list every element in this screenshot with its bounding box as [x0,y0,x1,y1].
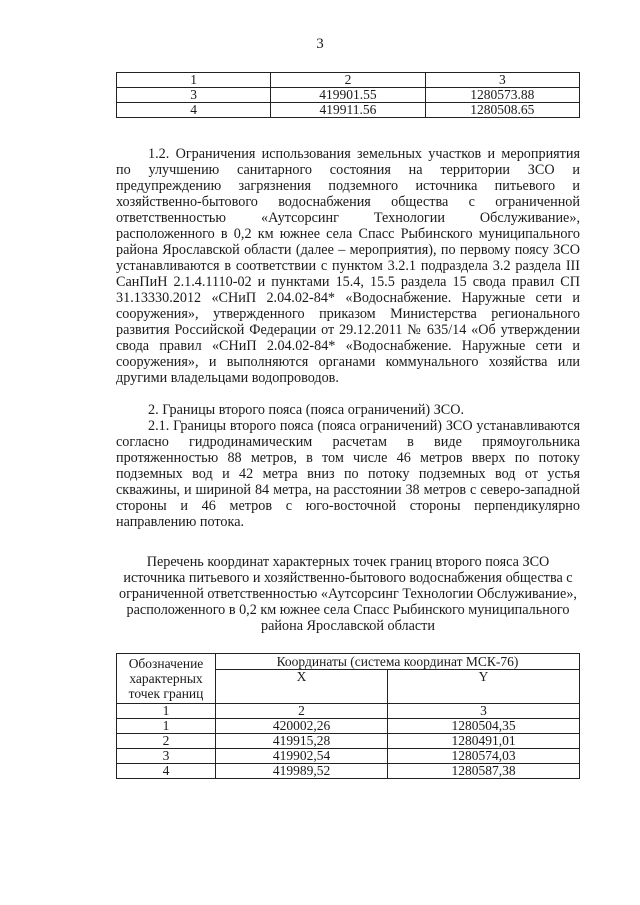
column-header-points: Обозначение характерных точек границ [117,654,216,704]
table-cell: 1280491,01 [388,734,580,749]
table-cell: 1280508.65 [425,103,579,118]
column-header-x: X [216,670,388,704]
table-cell: 1 [117,704,216,719]
table-cell: 2 [216,704,388,719]
table-cell: 1280587,38 [388,764,580,779]
page-number: 3 [316,36,324,52]
table-cell: 419989,52 [216,764,388,779]
paragraph-2: 2. Границы второго пояса (пояса ограничений) ЗСО. [148,402,465,418]
paragraph-2-1: 2.1. Границы второго пояса (пояса ограничений) ЗСО устанавливаются согласно гидродинамическим расчетам в виде прямоугольника протяженностью 88 метров, в том числе 46 метров вверх по потоку подземных вод и 42 метра вниз по потоку подземных вод от устья скважины, и шириной 84 метра, на расстоянии 38 метров с северо-западной стороны и 46 метров с юго-восточной стороны перпендикулярно направлению потока. [116,418,580,530]
second-zone-coordinates-table [116,653,580,779]
table-cell: 2 [117,734,216,749]
column-header-y: Y [388,670,580,704]
table-cell: 4 [117,103,271,118]
table-cell: 1280574,03 [388,749,580,764]
table-cell: 419901.55 [271,88,425,103]
table-row [117,103,580,118]
table-cell: 419911.56 [271,103,425,118]
paragraph-1-2: 1.2. Ограничения использования земельных участков и мероприятия по улучшению санитарного состояния на территории ЗСО и предупреждению загрязнения подземного источника питьевого и хозяйственно-бытового водоснабжения общества с ограниченной ответственностью «Аутсорсинг Технологии Обслуживание», расположенного в 0,2 км южнее села Спасс Рыбинского муниципального района Ярославской области (далее – мероприятия), по первому поясу ЗСО устанавливаются в соответствии с пунктом 3.2.1 подраздела 3.2 раздела III СанПиН 2.1.4.1110-02 и пунктами 15.4, 15.5 раздела 15 свода правил СП 31.13330.2012 «СНиП 2.04.02-84* «Водоснабжение. Наружные сети и сооружения», утвержденного приказом Министерства регионального развития Российской Федерации от 29.12.2011 № 635/14 «Об утверждении свода правил «СНиП 2.04.02-84* «Водоснабжение. Наружные сети и сооружения», и выполняются органами коммунального хозяйства или другими владельцами водопроводов. [116,146,580,386]
table-row [117,719,580,734]
column-header-coordinates: Координаты (система координат МСК-76) [216,654,580,670]
table-cell: 1 [117,73,271,88]
table-cell: 420002,26 [216,719,388,734]
table-cell: 4 [117,764,216,779]
table-cell: 3 [117,749,216,764]
table-row [117,88,580,103]
table-caption: Перечень координат характерных точек границ второго пояса ЗСО источника питьевого и хозяйственно-бытового водоснабжения общества с ограниченной ответственностью «Аутсорсинг Технологии Обслуживание», расположенного в 0,2 км южнее села Спасс Рыбинского муниципального района Ярославской области [119,554,577,634]
table-row [117,749,580,764]
table-header-row [117,654,580,670]
table-header-row [117,73,580,88]
table-cell: 1 [117,719,216,734]
table-cell: 2 [271,73,425,88]
table-cell: 3 [388,704,580,719]
coordinates-table-continued [116,72,580,118]
table-cell: 3 [117,88,271,103]
table-cell: 3 [425,73,579,88]
table-row [117,764,580,779]
table-cell: 1280504,35 [388,719,580,734]
table-numbering-row [117,704,580,719]
table-cell: 1280573.88 [425,88,579,103]
table-cell: 419915,28 [216,734,388,749]
table-row [117,734,580,749]
table-cell: 419902,54 [216,749,388,764]
